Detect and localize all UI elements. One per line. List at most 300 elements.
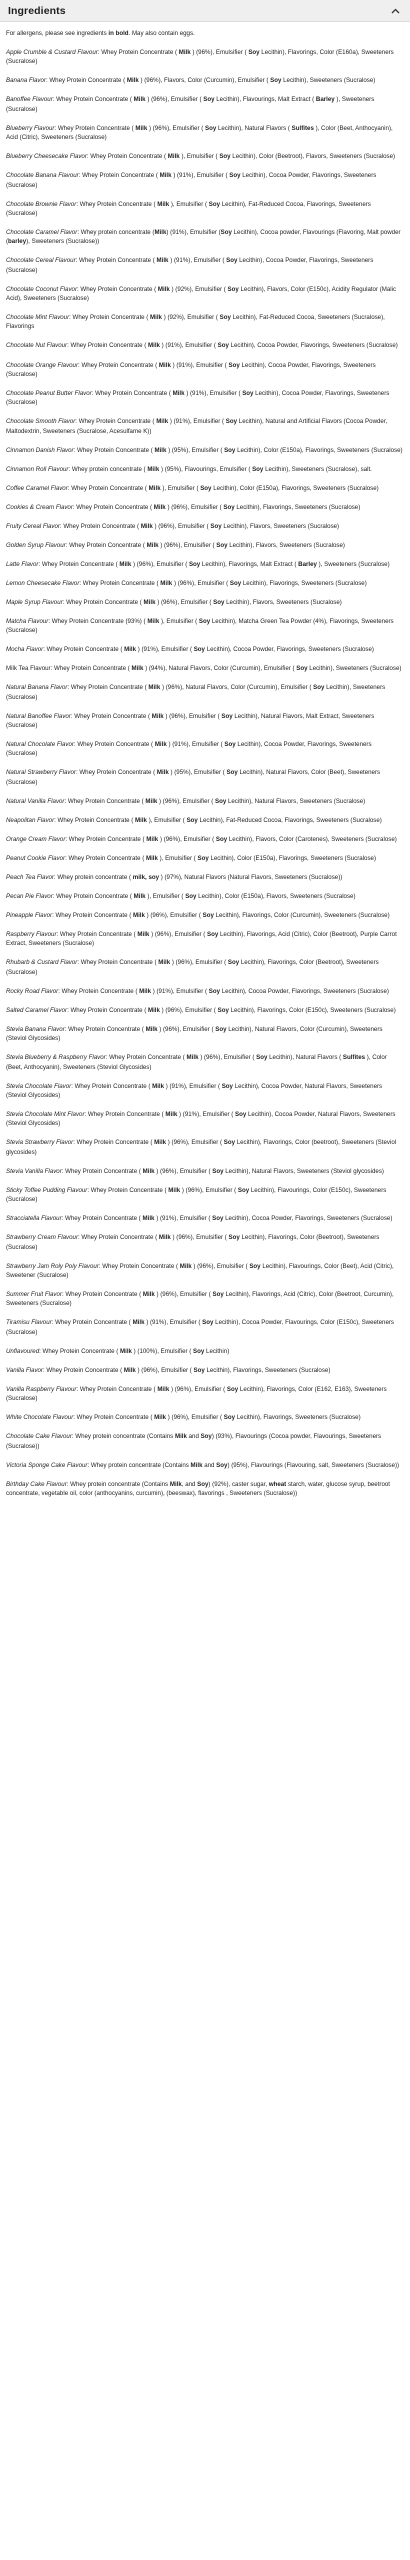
allergen-text: Soy [250,465,266,473]
ingredient-text: ) (96%), Emulsifier ( [157,598,212,606]
flavour-name: Natural Banana Flavor [6,684,68,692]
ingredient-text: Lecithin), Flavourings, Color (E150c), Sweeteners (Sucralose) [6,1186,387,1204]
ingredient-text: Lecithin), Flavourings, Color (Beet), Acid (Citric), Sweetener (Sucralose) [6,1262,394,1279]
ingredient-text: ) (93%), Flavourings (Cocoa powder, Flavourings, Sweeteners (Sucralose)) [6,1433,382,1450]
allergen-text: Soy [197,1480,209,1488]
allergen-text: Barley [314,96,337,104]
ingredient-text: : Whey Protein Concentrate ( [78,361,158,369]
ingredient-entry [6,417,403,436]
allergen-text: Soy [214,835,229,843]
allergen-text: Soy [233,1111,248,1118]
allergen-text: Soy [225,285,241,293]
ingredient-entry [6,835,403,844]
ingredient-text: ), Sweeteners (Sucralose) [6,96,375,113]
ingredient-text: ) (96%), Emulsifier ( [200,1054,255,1062]
ingredient-text: : Whey Protein Concentrate ( [73,741,154,749]
allergen-text: Soy [200,912,216,920]
allergen-text: Soy [219,712,235,720]
ingredient-entry [6,503,403,512]
ingredient-text: ) (96%), Emulsifier ( [156,1290,211,1298]
ingredient-text: : Whey Protein Concentrate ( [38,560,118,568]
ingredient-text: : Whey Protein Concentrate ( [76,1385,156,1393]
ingredient-text: Lecithin), Cocoa Powder, Flavorings, Sweeteners (Sucralose) [6,361,376,378]
ingredient-text: ), Color (Beet, Anthocyanin), Sweeteners (Steviol Glycosides) [6,1054,387,1071]
flavour-name: Unflavoured [6,1347,40,1355]
chevron-up-icon[interactable] [390,6,400,16]
ingredient-text: : Whey Protein Concentrate ( [59,522,140,530]
allergen-text: Milk [118,1347,134,1355]
ingredient-text: , and [181,1480,198,1488]
ingredient-text: ) (92%), Emulsifier ( [171,285,226,293]
ingredient-text: : Whey Protein Concentrate ( [86,153,167,161]
ingredient-text: ), Emulsifier ( [148,816,185,824]
ingredient-text: : Whey Protein Concentrate ( [67,342,147,350]
allergen-text: Soy [210,1215,226,1223]
allergen-text: Milk [170,389,187,397]
allergen-text: Milk [141,1290,157,1298]
flavour-name: Natural Vanilla Flavor [6,797,65,805]
ingredient-text: and [202,1461,217,1469]
ingredient-entry [6,579,403,588]
ingredient-text: : Whey Protein Concentrate ( [42,1366,123,1374]
ingredient-text: : Whey Protein Concentrate ( [65,854,145,862]
flavour-name: Milk Tea Flavour [6,665,51,673]
ingredient-text: ) (91%), Emulsifier ( [168,741,223,749]
allergen-text: Milk [150,712,166,720]
flavour-name: Strawberry Jam Roly Poly Flavour [6,1262,99,1270]
allergen-text: Soy [217,153,233,161]
ingredient-entry [6,797,403,806]
flavour-name: Maple Syrup Flavour [6,598,63,606]
ingredient-text: Lecithin), Flavorings, Color (Beetroot), Sweeteners (Sucralose) [6,959,379,976]
flavour-name: Vanilla Raspberry Flavour [6,1385,77,1393]
allergen-note [6,29,403,38]
ingredient-text: ), Emulsifier ( [162,484,199,492]
allergen-text: Soy [222,1139,237,1147]
ingredient-text: ) (96%), Emulsifier ( [132,560,188,568]
ingredient-text: Lecithin), Cocoa Powder, Flavorings, Sweeteners (Sucralose) [6,389,390,407]
ingredient-entry [6,541,403,550]
allergen-text: Soy [213,1025,229,1033]
ingredient-text: : Whey protein concentrate ( [77,228,155,236]
ingredient-text: ), Sweeteners (Sucralose)) [26,238,100,246]
ingredient-text: ) (96%), Emulsifier ( [173,579,229,587]
ingredient-text: Lecithin), Cocoa Powder, Flavourings, Color (E150c), Sweeteners (Sucralose) [6,1319,395,1336]
ingredient-text: Lecithin), Flavorings, Acid (Citric), Color (Beetroot), Purple Carrot Extract, Sweeteners (Sucralose) [6,931,397,948]
ingredient-text: ) (91%), Emulsifier ( [156,1215,211,1223]
flavour-name: Peanut Cookie Flavor [6,854,66,862]
flavour-name: Raspberry Flavour [6,931,57,939]
ingredient-text: : Whey Protein Concentrate ( [75,418,155,426]
ingredient-text: : Whey Protein Concentrate ( [91,389,171,397]
flavour-name: Stevia Chocolate Mint Flavor [6,1111,85,1118]
ingredient-text: : Whey Protein Concentrate ( [52,96,132,104]
allergen-text: Soy [226,361,242,369]
allergen-text: Soy [227,172,243,180]
flavour-name: Apple Crumble & Custard Flavour [6,49,98,57]
ingredient-text: ) (96%), Emulsifier ( [167,503,222,511]
ingredient-text: ) (96%), Natural Flavors, Color (Curcumin), Emulsifier ( [162,684,312,692]
ingredient-text: Lecithin), Fat-Reduced Cocoa, Flavorings, Sweeteners (Sucralose) [6,200,371,217]
allergen-text: Soy [192,646,207,654]
ingredient-text: Lecithin), Flavorings, Color (E162, E163), Sweeteners (Sucralose) [6,1385,387,1403]
ingredient-text: : Whey Protein Concentrate ( [73,1414,153,1422]
flavour-name: Chocolate Cake Flavour [6,1433,72,1441]
ingredient-entry [6,446,403,455]
ingredient-text: : Whey Protein Concentrate ( [77,959,157,967]
ingredient-entry [6,389,403,408]
ingredient-entry [6,228,403,247]
allergen-text: Soy [220,228,232,236]
ingredient-entry [6,664,403,673]
ingredient-text: Lecithin), Flavorings, Color (Beetroot), Sweeteners (Sucralose) [6,1234,380,1251]
allergen-text: Milk [146,342,162,350]
ingredient-text: Lecithin), Flavorings, Acid (Citric), Color (Beetroot, Curcumin), Sweeteners (Sucralose) [6,1290,394,1308]
ingredient-entry [6,1385,403,1404]
ingredient-text: ) (96%), Emulsifier ( [181,1186,237,1194]
allergen-text: Milk [156,959,172,967]
ingredient-entry [6,768,403,787]
ingredient-text: : Whey Protein Concentrate (93%) ( [48,617,146,625]
allergen-text: Soy [210,1167,226,1175]
ingredient-text: : Whey Protein Concentrate ( [72,503,153,511]
ingredient-text: : Whey Protein Concentrate ( [67,484,147,492]
ingredients-body [0,22,410,1498]
allergen-text: Soy [224,769,240,777]
flavour-name: Stevia Banana Flavor [6,1025,65,1033]
allergen-text: Milk [153,741,169,749]
ingredient-text: ) (91%), Emulsifier ( [146,1319,201,1327]
ingredient-text: Lecithin), Cocoa Powder, Natural Flavors, Sweeteners (Steviol Glycosides) [6,1111,396,1128]
allergen-text: Soy [224,257,240,265]
allergen-text: Milk [154,257,171,265]
flavour-name: Banana Flavor [6,77,46,85]
allergen-text: Soy [203,124,218,132]
ingredient-text: ) (96%), Emulsifier ( [172,1234,227,1242]
allergen-text: Soy [215,1006,231,1014]
ingredient-text: ) (96%), Emulsifier ( [156,1167,211,1175]
allergen-text: Soy [236,1186,251,1194]
allergen-text: Soy [205,931,220,939]
ingredient-text: ) (96%), Emulsifier ( [167,1139,223,1147]
ingredient-entry [6,171,403,190]
flavour-name: Salted Caramel Flavor [6,1006,68,1014]
ingredient-text: : Whey Protein Concentrate ( [79,579,159,587]
ingredient-entry [6,1110,403,1129]
ingredient-text: : Whey Protein Concentrate ( [58,987,138,995]
ingredient-entry [6,598,403,607]
ingredient-text: : Whey Protein Concentrate ( [45,77,126,85]
ingredient-text: Lecithin), Cocoa Powder, Flavorings, Sweeteners (Sucralose) [6,741,372,758]
ingredient-text: : Whey Protein Concentrate ( [70,712,151,720]
allergen-text: Soy [222,446,238,454]
allergen-text: Milk [135,931,152,939]
ingredient-text: ) (96%), Flavors, Color (Curcumin), Emulsifier ( [140,77,269,85]
ingredient-text: : Whey Protein Concentrate ( [67,684,147,692]
flavour-name: Natural Chocolate Flavor [6,741,74,749]
ingredient-text: Lecithin), Natural Flavors, Sweeteners (Steviol glycosides) [225,1167,384,1175]
allergen-text: Soy [224,418,239,426]
ingredient-entry [6,1262,403,1281]
allergen-text: Milk [166,153,182,161]
allergen-text: Milk [145,465,161,473]
ingredient-text: : Whey Protein Concentrate ( [73,1139,153,1147]
allergen-text: Milk [184,1054,201,1062]
ingredient-entry [6,1480,403,1499]
ingredient-entry [6,816,403,825]
allergen-text: Soy [226,1234,242,1242]
ingredient-entry [6,1138,403,1157]
flavour-name: Chocolate Brownie Flavor [6,200,77,208]
allergen-text: Soy [221,503,237,511]
flavour-name: Stevia Blueberry & Raspberry Flavor [6,1054,106,1062]
ingredient-entry [6,152,403,161]
ingredient-entry [6,200,403,219]
ingredient-text: : Whey Protein Concentrate ( [84,1111,164,1118]
allergen-text: Soy [214,541,230,549]
ingredient-text: ) (91%), Emulsifier ( [170,257,225,265]
ingredient-text: Lecithin), Cocoa Powder, Flavorings, Sweeteners (Sucralose) [225,1215,393,1223]
flavour-name: Mocha Flavor [6,646,44,654]
ingredient-text: ) (96%), Emulsifier ( [159,797,214,805]
ingredient-entry [6,361,403,380]
flavour-name: Matcha Flavour [6,617,49,625]
allergen-text: Soy [187,560,202,568]
allergen-text: Milk [140,1167,157,1175]
ingredient-entry [6,465,403,474]
ingredient-text: Lecithin), Sweeteners (Sucralose) [6,684,386,701]
allergen-text: Milk [148,314,164,322]
flavour-name: Chocolate Peanut Butter Flavor [6,389,92,397]
ingredient-text: Lecithin), Natural Flavors, Color (Beet), Sweeteners (Sucralose) [6,769,381,786]
ingredient-text: ) (96%), Emulsifier ( [146,912,201,920]
allergen-text: milk, soy [131,873,161,881]
ingredient-text: : Whey protein concentrate ( [68,465,146,473]
flavour-name: Banoffee Flavour [6,96,53,104]
ingredient-entry [6,854,403,863]
flavour-name: Coffee Caramel Flavor [6,484,68,492]
ingredient-text: Lecithin), Sweeteners (Sucralose) [283,77,376,85]
flavour-name: Chocolate Smooth Flavor [6,418,76,426]
ingredient-text: Lecithin), Flavors, Color (E150c), Acidity Regulator (Malic Acid), Sweeteners (Sucralose) [6,285,397,303]
allergen-text: Milk [157,361,173,369]
ingredient-entry [6,95,403,114]
allergen-text: Soy [217,314,233,322]
allergen-text: Milk [131,893,148,900]
ingredient-text: Lecithin), Fat-Reduced Cocoa, Flavorings, Sweeteners (Sucralose) [199,816,382,824]
flavour-name: Cinnamon Danish Flavor [6,446,74,454]
ingredient-text: ) (96%), Emulsifier ( [154,522,209,530]
ingredient-text: ) (96%), Emulsifier ( [171,959,227,967]
ingredient-entry [6,617,403,636]
flavour-name: Natural Banoffee Flavor [6,712,71,720]
ingredient-entry [6,1167,403,1176]
ingredient-text: Lecithin), Natural and Artificial Flavors (Cocoa Powder, Maltodextrin, Sweeteners (Sucralose, Acesulfame K)) [6,418,388,435]
ingredient-text: ) (95%), Flavourings, Emulsifier ( [160,465,251,473]
ingredient-text: . May also contain eggs. [128,30,195,37]
ingredient-text: ), Emulsifier ( [147,893,184,900]
allergen-text: Soy [215,342,231,350]
flavour-name: Rocky Road Flavor [6,987,59,995]
allergen-text: Milk [125,77,141,85]
ingredient-text: : Whey Protein Concentrate ( [69,314,149,322]
flavour-name: Latte Flavor [6,560,39,568]
ingredient-entry [6,1366,403,1375]
allergen-text: Soy [201,96,217,104]
allergen-text: Milk [144,835,160,843]
ingredient-text: : Whey Protein Concentrate ( [78,172,158,180]
ingredient-entry [6,958,403,977]
ingredient-text: ) (92%), caster sugar, [208,1480,269,1488]
ingredient-text: Lecithin), Color (E150a), Flavorings, Sweeteners (Sucralose) [213,484,379,492]
ingredient-text: ) (96%), Emulsifier ( [159,835,215,843]
ingredients-list [6,48,403,1498]
ingredient-entry [6,560,403,569]
ingredient-text: Lecithin), Natural Flavors ( [217,124,290,132]
allergen-text: Milk [146,1006,162,1014]
ingredient-text: ) (96%), Emulsifier ( [151,931,206,939]
flavour-name: Golden Syrup Flavour [6,541,66,549]
ingredient-text: ) (95%), Flavourings (Flavouring, salt, Sweeteners (Sucralose)) [227,1461,400,1469]
ingredient-text: Lecithin), Color (E150a), Flavorings, Sweeteners (Sucralose) [237,446,403,454]
allergen-text: Soy [268,77,284,85]
ingredient-text: : Whey Protein Concentrate ( [77,285,157,293]
allergen-text: Milk [144,541,161,549]
ingredient-text: Lecithin), Cocoa Powder, Flavorings, Sweeteners (Sucralose) [6,257,374,274]
ingredient-text: and [186,1433,201,1441]
allergen-text: Sulfites [341,1054,367,1062]
ingredient-text: Lecithin), Flavorings, Malt Extract ( [201,560,297,568]
ingredient-text: : Whey protein concentrate (Contains [87,1461,191,1469]
ingredient-entry [6,1318,403,1337]
ingredient-text: : Whey Protein Concentrate ( [71,1082,151,1090]
allergen-text: Soy [213,797,228,805]
allergen-text: Milk [158,579,174,587]
ingredient-text: ), Emulsifier ( [170,200,208,208]
allergen-text: Milk [139,522,155,530]
flavour-name: Fruity Cereal Flavor [6,522,60,530]
allergen-text: Milk [156,285,172,293]
ingredient-text: Lecithin), Natural Flavors, Malt Extract, Sweeteners (Sucralose) [6,712,375,730]
ingredient-text: : Whey Protein Concentrate ( [67,1006,147,1014]
allergen-text: Soy [208,522,224,530]
ingredient-entry [6,1233,403,1252]
ingredient-entry [6,987,403,996]
allergen-text: Soy [200,1319,216,1327]
allergen-text: Milk [133,816,149,824]
flavour-name: Blueberry Cheesecake Flavor [6,153,87,161]
allergen-text: Soy [294,665,310,673]
ingredient-text: : Whey Protein Concentrate ( [61,1215,141,1223]
allergen-text: Soy [207,987,222,995]
ingredient-entry [6,1461,403,1470]
ingredient-text: Lecithin), Sweeteners (Sucralose) [309,665,402,673]
allergen-text: Soy [216,1461,228,1469]
ingredient-text: ) (91%), Emulsifier ( [169,418,225,426]
allergen-text: Soy [311,684,327,692]
allergen-text: Milk [152,446,169,454]
ingredient-text: ) (95%), Emulsifier ( [170,769,225,777]
allergen-text: Milk [190,1461,203,1469]
flavour-name: Lemon Cheesecake Flavor [6,579,80,587]
ingredient-text: ) (91%), Emulsifier ( [166,228,221,236]
allergen-text: Milk [169,1480,182,1488]
ingredient-text: For allergens, please see ingredients [6,30,109,37]
flavour-name: Chocolate Coconut Flavor [6,285,77,293]
ingredient-entry [6,124,403,143]
allergen-text: Milk [133,124,150,132]
ingredient-text: : Whey Protein Concentrate ( [87,1186,167,1194]
ingredient-entry [6,285,403,304]
allergen-text: Milk [146,484,163,492]
ingredient-text: Lecithin), Flavorings, Sweeteners (Sucralose) [236,1414,361,1422]
ingredient-entry [6,683,403,702]
ingredient-entry [6,313,403,332]
flavour-name: Vanilla Flavor [6,1366,43,1374]
ingredient-text: : Whey Protein Concentrate ( [65,835,145,843]
allergen-text: Sulfites [289,124,316,132]
flavour-name: Tiramisu Flavour [6,1319,52,1327]
ingredient-text: Lecithin), Color (E150a), Flavorings, Sweeteners (Sucralose) [210,854,376,862]
flavour-name: Stracciatella Flavour [6,1215,62,1223]
allergen-text: Soy [183,893,199,900]
ingredient-text: Lecithin), Color (E150a), Flavors, Sweeteners (Sucralose) [198,893,356,900]
flavour-name: Chocolate Banana Flavour [6,172,79,180]
ingredient-text: : Whey Protein Concentrate ( [97,49,177,57]
allergen-text: Milk [163,1111,180,1118]
ingredient-entry [6,1214,403,1223]
allergen-text: barley [8,238,27,246]
allergen-text: Milk [131,96,148,104]
allergen-text: Milk [157,172,174,180]
ingredient-text: : Whey Protein Concentrate ( [61,1290,142,1298]
flavour-name: Pineapple Flavor [6,912,53,920]
allergen-text: Soy [222,1414,237,1422]
ingredient-text: ) (96%), Emulsifier ( [170,1385,226,1393]
ingredients-title: Ingredients [8,4,66,17]
allergen-text: Milk [150,1082,166,1090]
ingredient-text: Lecithin) [206,1347,230,1355]
allergen-text: Soy [191,1366,207,1374]
allergen-text: Milk [130,1319,147,1327]
ingredient-text: Lecithin), Flavors, Color (Carotenes), Sweeteners (Sucralose) [228,835,397,843]
flavour-name: Chocolate Orange Flavour [6,361,79,369]
ingredient-text: ) (96%), Emulsifier ( [147,96,202,104]
ingredient-text: Lecithin), Flavorings, Color (E160a), Sweeteners (Sucralose) [6,49,394,66]
allergen-text: wheat [268,1480,287,1488]
ingredient-entry [6,712,403,731]
flavour-name: Chocolate Nut Flavour [6,342,68,350]
ingredient-text: : Whey Protein Concentrate ( [75,257,155,265]
ingredient-text: : Whey Protein Concentrate ( [56,931,136,939]
allergen-text: Milk [157,1234,173,1242]
allergen-text: Barley [296,560,319,568]
ingredient-text: Lecithin), Natural Flavors, Sweeteners (Sucralose) [227,797,366,805]
allergen-text: Soy [200,1433,212,1441]
allergen-text: Soy [211,598,227,606]
ingredient-text: ) (100%), Emulsifier ( [133,1347,192,1355]
ingredient-text: ), Emulsifier ( [159,854,196,862]
ingredients-header[interactable] [0,0,410,22]
ingredient-text: : Whey Protein Concentrate ( [64,797,144,805]
ingredient-text: : Whey Protein Concentrate ( [105,1054,185,1062]
allergen-text: Soy [240,389,256,397]
ingredient-text: : Whey Protein Concentrate ( [98,1262,179,1270]
ingredient-entry [6,873,403,882]
ingredient-text: Lecithin), Fat-Reduced Cocoa, Sweeteners (Sucralose), Flavorings [6,314,385,331]
ingredient-text: ) (96%), Emulsifier ( [192,49,247,57]
ingredient-text: : Whey Protein Concentrate ( [78,1234,158,1242]
